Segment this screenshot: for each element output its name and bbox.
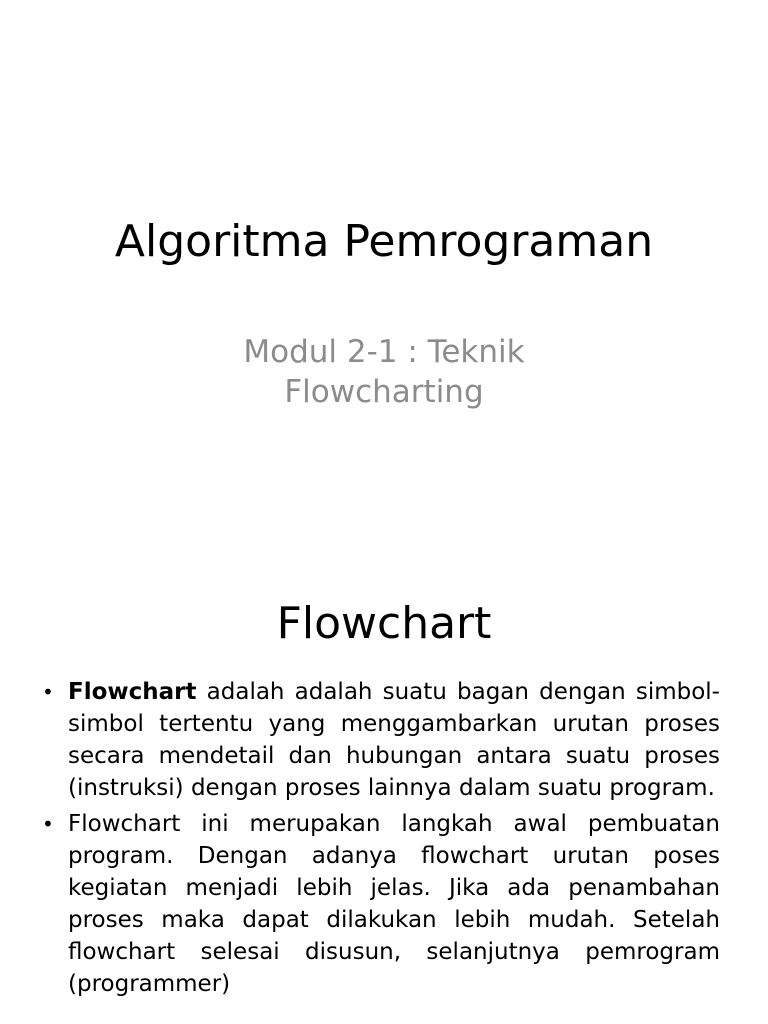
bullet-list: [40, 676, 720, 1004]
presentation-subtitle: Modul 2-1 : Teknik Flowcharting: [243, 334, 525, 410]
bullet-text: adalah adalah suatu bagan dengan simbol-simbol tertentu yang menggambarkan urutan proses secara mendetail dan hubungan antara suatu proses (instruksi) dengan proses lainnya dalam suatu program.: [68, 679, 720, 801]
presentation-title: Algoritma Pemrograman: [114, 216, 654, 267]
bullet-item: [40, 808, 720, 1000]
content-slide: [0, 576, 768, 1024]
bullet-item: [40, 676, 720, 804]
bullet-marker-icon: •: [42, 812, 54, 836]
bullet-term: Flowchart: [68, 679, 197, 705]
slide-title: Flowchart: [276, 598, 492, 649]
bullet-marker-icon: •: [42, 680, 54, 704]
bullet-text: Flowchart ini merupakan langkah awal pembuatan program. Dengan adanya flowchart urutan poses kegiatan menjadi lebih jelas. Jika ada penambahan proses maka dapat dilakukan lebih mudah. Setelah flowchart selesai disusun, selanjutnya pemrogram (programmer): [68, 811, 720, 997]
